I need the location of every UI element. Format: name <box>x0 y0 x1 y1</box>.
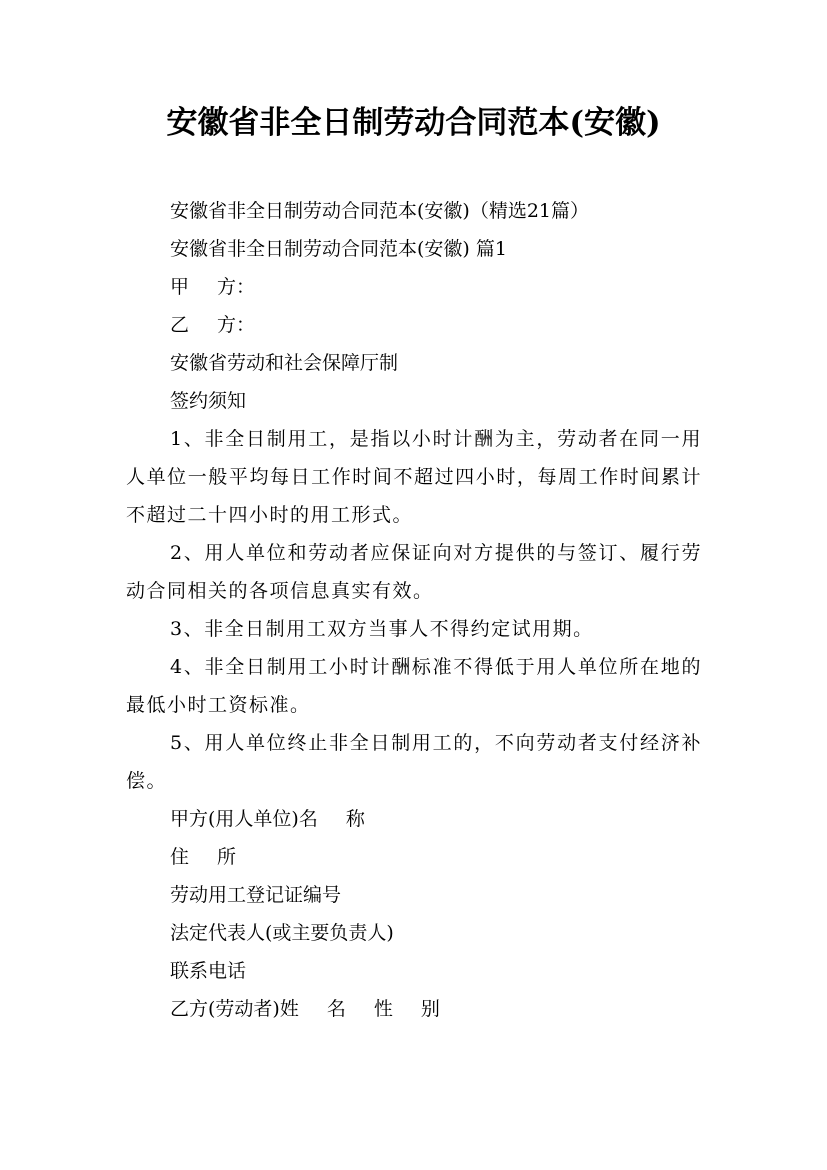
address-label-end: 所 <box>217 846 237 868</box>
notice-paragraph-5: 5、用人单位终止非全日制用工的，不向劳动者支付经济补偿。 <box>126 732 702 792</box>
notice-paragraph-4: 4、非全日制用工小时计酬标准不得低于用人单位所在地的最低小时工资标准。 <box>126 656 702 716</box>
worker-name-label: 乙方(劳动者)姓 <box>170 998 299 1020</box>
address-line <box>126 838 702 876</box>
worker-name-label-end: 名 <box>326 998 346 1020</box>
worker-gender-label: 性 <box>373 998 393 1020</box>
phone-line: 联系电话 <box>170 960 247 982</box>
legal-representative-line: 法定代表人(或主要负责人) <box>170 922 394 944</box>
document-body <box>126 192 702 1028</box>
employer-name-label: 甲方(用人单位)名 <box>170 808 318 830</box>
notice-paragraph-1: 1、非全日制用工，是指以小时计酬为主，劳动者在同一用人单位一般平均每日工作时间不超过四小时，每周工作时间累计不超过二十四小时的用工形式。 <box>126 428 702 526</box>
party-b-label: 乙 <box>170 314 190 336</box>
document-title: 安徽省非全日制劳动合同范本(安徽) <box>166 105 661 141</box>
subtitle-line: 安徽省非全日制劳动合同范本(安徽)（精选21篇） <box>170 200 590 222</box>
issuer-line: 安徽省劳动和社会保障厅制 <box>170 352 399 374</box>
address-label-start: 住 <box>170 846 190 868</box>
employer-name-label-end: 称 <box>345 808 365 830</box>
party-a-suffix: 方： <box>217 276 256 298</box>
employer-name-line <box>126 800 702 838</box>
notice-paragraph-3: 3、非全日制用工双方当事人不得约定试用期。 <box>170 618 594 640</box>
worker-line <box>126 990 702 1028</box>
notice-heading-line: 签约须知 <box>170 390 247 412</box>
party-b-line <box>126 306 702 344</box>
worker-gender-label-end: 别 <box>420 998 440 1020</box>
party-a-line <box>126 268 702 306</box>
party-b-suffix: 方： <box>217 314 256 336</box>
notice-paragraph-2: 2、用人单位和劳动者应保证向对方提供的与签订、履行劳动合同相关的各项信息真实有效。 <box>126 542 702 602</box>
party-a-label: 甲 <box>170 276 190 298</box>
part-heading-line: 安徽省非全日制劳动合同范本(安徽) 篇1 <box>170 238 507 260</box>
registration-number-line: 劳动用工登记证编号 <box>170 884 342 906</box>
